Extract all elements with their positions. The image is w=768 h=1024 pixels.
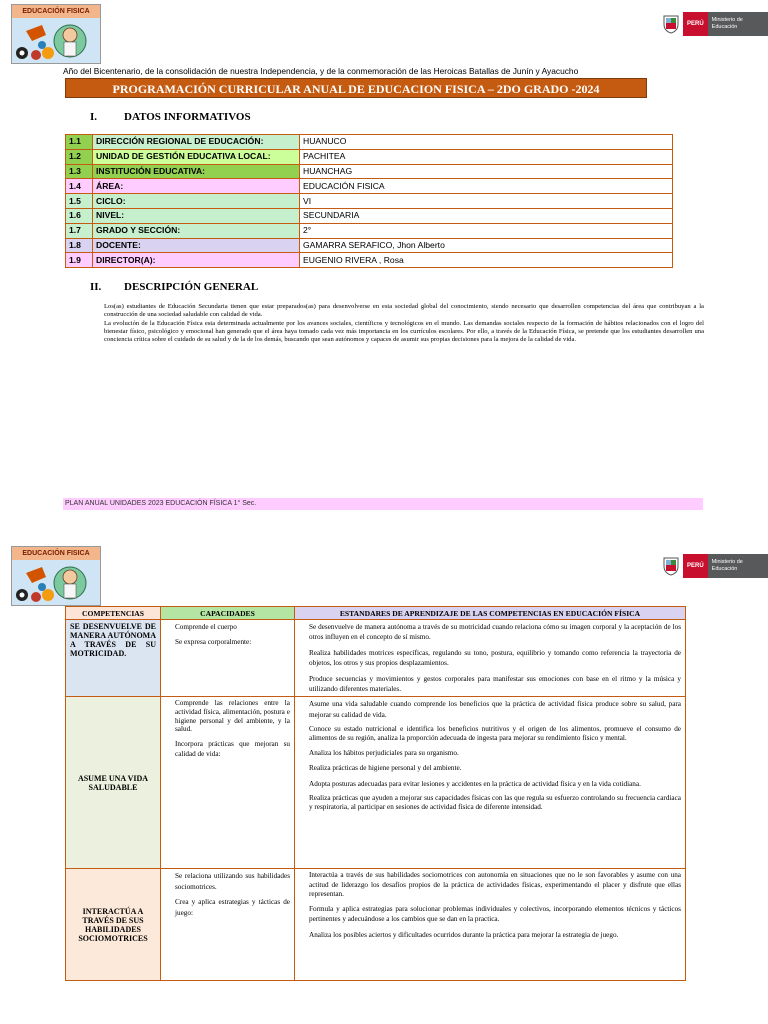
row-number: 1.9	[66, 253, 93, 268]
competencias-table	[65, 606, 686, 981]
estandares-cell	[295, 869, 686, 981]
list-item	[299, 748, 681, 758]
row-label: UNIDAD DE GESTIÓN EDUCATIVA LOCAL:	[93, 149, 300, 164]
bullet-box-icon	[299, 794, 309, 812]
table-row	[66, 869, 686, 981]
peru-shield-icon	[662, 14, 680, 34]
section-datos-heading	[90, 111, 251, 123]
bullet-box-icon	[299, 930, 309, 940]
year-line: Año del Bicentenario, de la consolidación de nuestra Independencia, y de la conmemoración de las Heroicas Batallas de Junín y Ayacucho	[63, 66, 579, 76]
bullet-box-icon	[299, 648, 309, 669]
row-value: GAMARRA SERAFICO, Jhon Alberto	[300, 238, 673, 253]
bullet-box-icon	[165, 739, 175, 760]
list-item	[299, 930, 681, 940]
row-value: PACHITEA	[300, 149, 673, 164]
bullet-box-icon	[299, 748, 309, 758]
list-item-text: Se expresa corporalmente:	[175, 638, 252, 647]
bullet-box-icon	[299, 674, 309, 695]
sports-illustration-icon	[12, 5, 100, 63]
bullet-box-icon	[165, 897, 175, 918]
list-item-text: Adopta posturas adecuadas para evitar lesiones y accidentes en la práctica de actividad física y en la vida cotidiana.	[309, 779, 641, 788]
description-paragraph: La evolución de la Educación Física esta determinada actualmente por los avances sociales, científicos y tecnológicos en el mundo. Las demandas sociales respecto de la formación de hábitos relacionados con el logro del bienestar físico, psicológico y emocional han generado que el área haya tomado cada vez más importancia en los currículos escolares. Por ello, a través de la Educación Física, se pretende que los estudiantes desarrollen una conciencia crítica sobre el cuidado de su salud y de la de los demás, buscando que sean autónomos y capaces de asumir sus propias decisiones para la mejora de la calidad de vida.	[104, 319, 704, 344]
bullet-box-icon	[165, 622, 175, 632]
table-row	[66, 194, 673, 209]
list-item-text: Formula y aplica estrategias para solucionar problemas individuales y colectivos, incorporando elementos técnicos y tácticos pertinentes y adecuándose a los cambios que se dan en la practica.	[309, 905, 681, 924]
peru-shield-icon	[662, 556, 680, 576]
list-item	[299, 648, 681, 669]
list-item-text: Realiza habilidades motrices específicas, regulando su tono, postura, equilibrio y tomando como referencia la trayectoria de objetos, los otros y sus propios desplazamientos.	[309, 648, 681, 668]
table-row	[66, 135, 673, 150]
list-item-text: Comprende el cuerpo	[175, 623, 237, 631]
list-item-text: Realiza prácticas que ayuden a mejorar sus capacidades físicas con las que regula su esfuerzo controlando su frecuencia cardiaca y respiratoria, al participar en sesiones de actividad física de diferente intensidad.	[309, 794, 681, 811]
row-number: 1.5	[66, 194, 93, 209]
list-item-text: Conoce su estado nutricional e identifica los beneficios nutritivos y el origen de los alimentos, promueve el consumo de alimentos de su región, analiza la proporción adecuada de ingesta para mejorar su rendimiento físico y mental.	[309, 725, 681, 743]
row-label: NIVEL:	[93, 208, 300, 223]
row-label: DOCENTE:	[93, 238, 300, 253]
row-label: GRADO Y SECCIÓN:	[93, 223, 300, 238]
list-item-text: Realiza prácticas de higiene personal y del ambiente.	[309, 764, 462, 773]
description-text	[104, 303, 704, 344]
list-item	[299, 763, 681, 773]
section-title: DATOS INFORMATIVOS	[124, 111, 251, 123]
table-row	[66, 223, 673, 238]
bullet-box-icon	[299, 699, 309, 720]
bullet-box-icon	[165, 637, 175, 647]
row-label: DIRECCIÓN REGIONAL DE EDUCACIÓN:	[93, 135, 300, 150]
competencia-cell: ASUME UNA VIDA SALUDABLE	[66, 697, 161, 869]
row-label: DIRECTOR(A):	[93, 253, 300, 268]
row-label: CICLO:	[93, 194, 300, 209]
capacidades-cell	[161, 620, 295, 697]
table-row	[66, 179, 673, 194]
list-item	[299, 794, 681, 812]
list-item-text: Se relaciona utilizando sus habilidades sociomotrices.	[175, 872, 290, 891]
ministry-label: Ministerio de Educación	[708, 554, 768, 578]
competencia-cell: INTERACTÚA A TRAVÉS DE SUS HABILIDADES SOCIOMOTRICES	[66, 869, 161, 981]
bullet-box-icon	[299, 904, 309, 925]
row-value: SECUNDARIA	[300, 208, 673, 223]
section-title: DESCRIPCIÓN GENERAL	[124, 281, 259, 293]
table-row	[66, 697, 686, 869]
list-item	[299, 699, 681, 720]
list-item-text: Incorpora prácticas que mejoran su calidad de vida:	[175, 739, 290, 759]
list-item	[299, 904, 681, 925]
bullet-box-icon	[299, 622, 309, 643]
column-header: CAPACIDADES	[161, 607, 295, 620]
peru-label: PERÚ	[683, 554, 708, 578]
list-item	[165, 871, 290, 892]
list-item-text: Asume una vida saludable cuando comprende los beneficios que la práctica de actividad física produce sobre su salud, para mejorar su calidad de vida.	[309, 700, 681, 719]
table-row	[66, 208, 673, 223]
row-number: 1.8	[66, 238, 93, 253]
column-header: COMPETENCIAS	[66, 607, 161, 620]
row-value: EDUCACIÓN FISICA	[300, 179, 673, 194]
row-value: EUGENIO RIVERA , Rosa	[300, 253, 673, 268]
list-item	[299, 779, 681, 789]
list-item	[165, 739, 290, 760]
ministry-logo	[662, 12, 768, 36]
educacion-fisica-logo	[11, 4, 101, 64]
table-row	[66, 164, 673, 179]
bullet-box-icon	[165, 699, 175, 733]
row-value: HUANUCO	[300, 135, 673, 150]
row-number: 1.4	[66, 179, 93, 194]
estandares-cell	[295, 620, 686, 697]
list-item-text: Analiza los posibles aciertos y dificultades ocurridos durante la práctica para mejorar la estrategia de juego.	[309, 930, 619, 939]
table-row	[66, 253, 673, 268]
sports-illustration-icon	[12, 547, 100, 605]
section-number: II.	[90, 281, 102, 293]
list-item-text: Analiza los hábitos perjudiciales para su organismo.	[309, 748, 459, 757]
list-item	[165, 637, 290, 647]
row-number: 1.6	[66, 208, 93, 223]
list-item-text: Produce secuencias y movimientos y gestos corporales para manifestar sus emociones con base en el ritmo y la música y utilizando diferentes materiales.	[309, 674, 681, 694]
bullet-box-icon	[299, 725, 309, 743]
ministry-logo	[662, 554, 768, 578]
bullet-box-icon	[299, 763, 309, 773]
table-row	[66, 238, 673, 253]
list-item-text: Crea y aplica estrategias y tácticas de juego:	[175, 898, 290, 917]
list-item	[299, 725, 681, 743]
column-header: ESTANDARES DE APRENDIZAJE DE LAS COMPETENCIAS EN EDUCACIÓN FÍSICA	[295, 607, 686, 620]
logo-title: EDUCACIÓN FISICA	[12, 547, 100, 560]
list-item	[165, 699, 290, 733]
list-item-text: Comprende las relaciones entre la actividad física, alimentación, postura e higiene personal y del ambiente, y la salud.	[175, 699, 290, 734]
list-item	[165, 622, 290, 632]
estandares-cell	[295, 697, 686, 869]
row-value: 2°	[300, 223, 673, 238]
list-item-text: Se desenvuelve de manera autónoma a través de su motricidad cuando relaciona cómo su imagen corporal y la aceptación de los otros influyen en el concepto de sí mismo.	[309, 623, 681, 642]
bullet-box-icon	[165, 871, 175, 892]
row-label: INSTITUCIÓN EDUCATIVA:	[93, 164, 300, 179]
ministry-label: Ministerio de Educación	[708, 12, 768, 36]
logo-title: EDUCACIÓN FISICA	[12, 5, 100, 18]
table-row	[66, 149, 673, 164]
row-number: 1.1	[66, 135, 93, 150]
section-descripcion-heading	[90, 281, 258, 293]
row-label: ÁREA:	[93, 179, 300, 194]
list-item	[299, 622, 681, 643]
capacidades-cell	[161, 697, 295, 869]
list-item	[165, 897, 290, 918]
row-number: 1.7	[66, 223, 93, 238]
description-paragraph: Los(as) estudiantes de Educación Secundaria tienen que estar preparados(as) para desenvolverse en esta sociedad global del conocimiento, siendo necesario que desarrollen competencias del área que contribuyan a la construcción de una sociedad saludable con calidad de vida.	[104, 303, 704, 319]
row-number: 1.2	[66, 149, 93, 164]
table-row	[66, 620, 686, 697]
capacidades-cell	[161, 869, 295, 981]
educacion-fisica-logo	[11, 546, 101, 606]
bullet-box-icon	[299, 871, 309, 899]
competencia-cell: SE DESENVUELVE DE MANERA AUTÓNOMA A TRAVÉS DE SU MOTRICIDAD.	[66, 620, 161, 697]
list-item-text: Interactúa a través de sus habilidades sociomotrices con autonomía en situaciones que no le son favorables y asume con una actitud de liderazgo los desafíos propios de la práctica de actividades físicas, experimentando el placer y disfrute que ellas representan.	[309, 871, 681, 898]
list-item	[299, 871, 681, 899]
table-header-row	[66, 607, 686, 620]
row-value: VI	[300, 194, 673, 209]
datos-informativos-table	[65, 134, 673, 268]
list-item	[299, 674, 681, 695]
plan-footer-bar: PLAN ANUAL UNIDADES 2023 EDUCACIÓN FÍSICA 1° Sec.	[63, 498, 703, 510]
row-number: 1.3	[66, 164, 93, 179]
row-value: HUANCHAG	[300, 164, 673, 179]
bullet-box-icon	[299, 779, 309, 789]
page-title: PROGRAMACIÓN CURRICULAR ANUAL DE EDUCACION FISICA – 2DO GRADO -2024	[65, 78, 647, 98]
peru-label: PERÚ	[683, 12, 708, 36]
section-number: I.	[90, 111, 98, 123]
